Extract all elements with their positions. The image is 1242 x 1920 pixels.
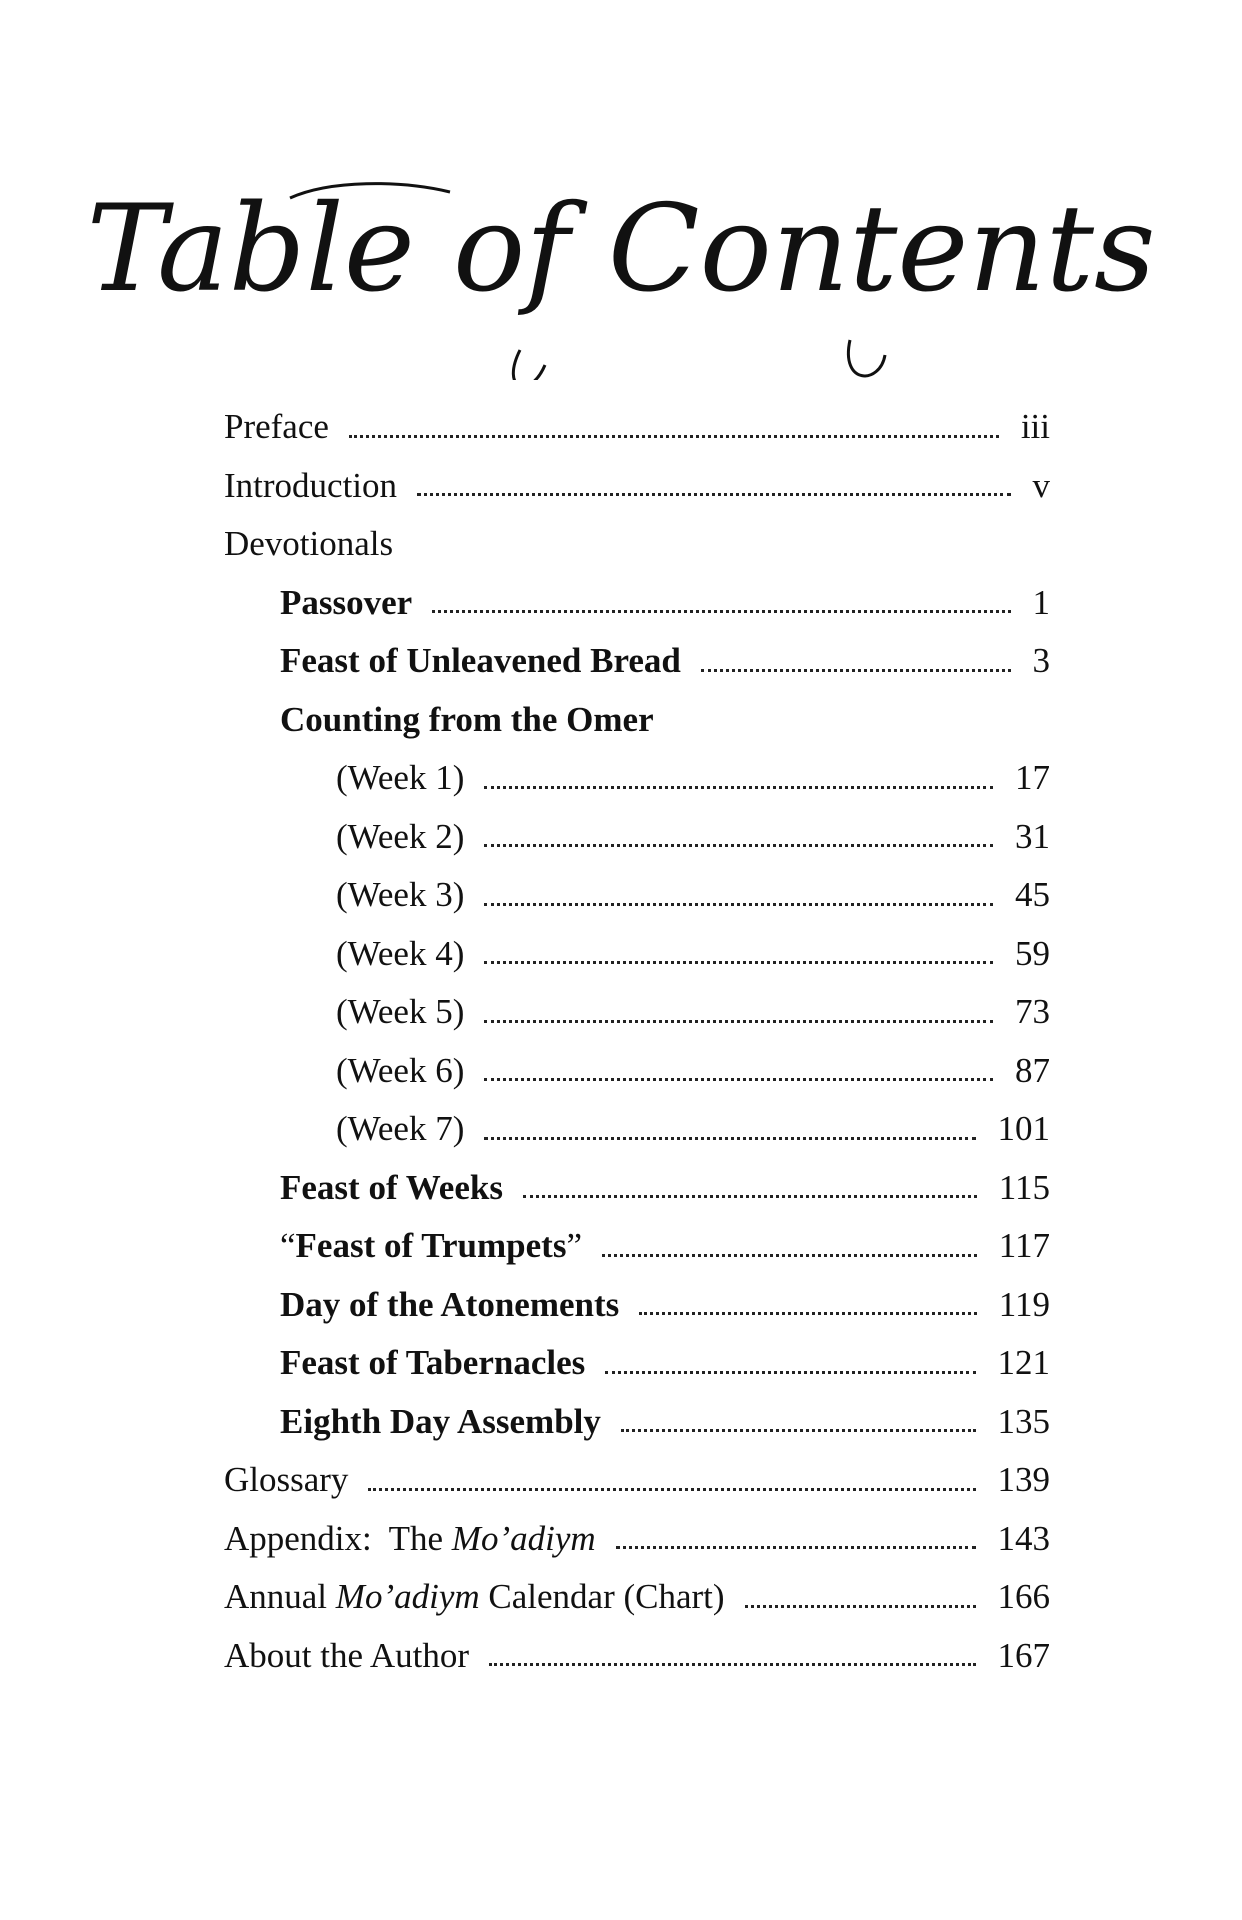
toc-entry-label: Day of the Atonements bbox=[280, 1284, 620, 1324]
toc-entry-week-3[interactable] bbox=[224, 866, 1050, 925]
dot-leader bbox=[616, 1546, 976, 1549]
toc-entry-glossary[interactable] bbox=[224, 1451, 1050, 1510]
toc-entry-feast-of-tabernacles[interactable] bbox=[224, 1334, 1050, 1393]
toc-entry-appendix[interactable] bbox=[224, 1510, 1050, 1569]
toc-entry-label: Eighth Day Assembly bbox=[280, 1401, 601, 1441]
dot-leader bbox=[621, 1429, 976, 1432]
page-title-text: Table of Contents bbox=[86, 180, 1156, 319]
toc-page-number: 17 bbox=[1015, 758, 1050, 798]
toc-entry-label: (Week 1) bbox=[336, 758, 465, 798]
toc-entry-label: Feast of Unleavened Bread bbox=[280, 641, 681, 681]
toc-page-number: v bbox=[1032, 465, 1050, 505]
toc-entry-label bbox=[224, 1519, 596, 1559]
toc-entry-about-author[interactable] bbox=[224, 1627, 1050, 1686]
toc-page-number: 135 bbox=[997, 1401, 1050, 1441]
dot-leader bbox=[523, 1195, 977, 1198]
script-title-graphic bbox=[0, 150, 1242, 380]
close-quote: ” bbox=[566, 1226, 582, 1266]
dot-leader bbox=[745, 1605, 976, 1608]
open-quote: “ bbox=[280, 1226, 296, 1266]
toc-entry-week-1[interactable] bbox=[224, 749, 1050, 808]
toc-entry-label: (Week 2) bbox=[336, 816, 465, 856]
toc-page-number: 101 bbox=[997, 1109, 1050, 1149]
label-prefix: Annual bbox=[224, 1577, 336, 1617]
toc-entry-eighth-day-assembly[interactable] bbox=[224, 1393, 1050, 1452]
toc-page-number: 73 bbox=[1015, 992, 1050, 1032]
toc-page-number: 45 bbox=[1015, 875, 1050, 915]
dot-leader bbox=[417, 493, 1010, 496]
toc-entry-week-4[interactable] bbox=[224, 925, 1050, 984]
toc-entry-passover[interactable] bbox=[224, 574, 1050, 633]
toc-page-number: iii bbox=[1020, 407, 1050, 447]
toc-entry-unleavened-bread[interactable] bbox=[224, 632, 1050, 691]
toc-section-omer bbox=[224, 691, 1050, 750]
toc-page-number: 166 bbox=[997, 1577, 1050, 1617]
toc-entry-week-7[interactable] bbox=[224, 1100, 1050, 1159]
dot-leader bbox=[484, 786, 993, 789]
toc-page-number: 3 bbox=[1032, 641, 1050, 681]
toc-entry-label: Feast of Weeks bbox=[280, 1167, 503, 1207]
toc-entry-label: (Week 5) bbox=[336, 992, 465, 1032]
toc-entry-label: Preface bbox=[224, 407, 329, 447]
dot-leader bbox=[602, 1254, 977, 1257]
dot-leader bbox=[605, 1371, 975, 1374]
toc-entry-day-of-atonements[interactable] bbox=[224, 1276, 1050, 1335]
toc-entry-calendar-chart[interactable] bbox=[224, 1568, 1050, 1627]
toc-entry-feast-of-trumpets[interactable] bbox=[224, 1217, 1050, 1276]
toc-entry-week-2[interactable] bbox=[224, 808, 1050, 867]
dot-leader bbox=[489, 1663, 976, 1666]
toc-entry-label: Glossary bbox=[224, 1460, 349, 1500]
toc-entry-label: Introduction bbox=[224, 465, 398, 505]
toc-section-label: Devotionals bbox=[224, 524, 394, 564]
toc-entry-feast-of-weeks[interactable] bbox=[224, 1159, 1050, 1218]
dot-leader bbox=[368, 1488, 975, 1491]
dot-leader bbox=[639, 1312, 977, 1315]
dot-leader bbox=[701, 669, 1011, 672]
toc-entry-label: About the Author bbox=[224, 1635, 469, 1675]
toc-entry-label: (Week 3) bbox=[336, 875, 465, 915]
toc-entry-label bbox=[280, 1226, 582, 1266]
toc-page-number: 143 bbox=[997, 1518, 1050, 1558]
toc-entry-label: Feast of Tabernacles bbox=[280, 1343, 586, 1383]
dot-leader bbox=[432, 610, 1010, 613]
page-title bbox=[0, 150, 1242, 380]
toc-page-number: 119 bbox=[998, 1284, 1050, 1324]
toc-page-number: 121 bbox=[997, 1343, 1050, 1383]
label-prefix: Appendix: The bbox=[224, 1518, 452, 1558]
label-suffix: Calendar (Chart) bbox=[479, 1577, 725, 1617]
label-italic: Mo’adiym bbox=[451, 1518, 596, 1558]
toc-entry-label-text: Feast of Trumpets bbox=[295, 1226, 567, 1266]
toc-entry-label bbox=[224, 1577, 725, 1617]
toc-page-number: 87 bbox=[1015, 1050, 1050, 1090]
toc-page-number: 167 bbox=[997, 1635, 1050, 1675]
dot-leader bbox=[484, 844, 993, 847]
toc-page-number: 139 bbox=[997, 1460, 1050, 1500]
label-italic: Mo’adiym bbox=[335, 1577, 480, 1617]
toc-entry-label: (Week 7) bbox=[336, 1109, 465, 1149]
toc-page-number: 115 bbox=[998, 1167, 1050, 1207]
toc-page-number: 31 bbox=[1015, 816, 1050, 856]
toc-entry-introduction[interactable] bbox=[224, 457, 1050, 516]
toc-entry-preface[interactable] bbox=[224, 398, 1050, 457]
toc-entry-week-6[interactable] bbox=[224, 1042, 1050, 1101]
toc-entry-label: (Week 4) bbox=[336, 933, 465, 973]
dot-leader bbox=[484, 1078, 993, 1081]
toc-page-number: 1 bbox=[1032, 582, 1050, 622]
toc-entry-label: Passover bbox=[280, 582, 413, 622]
toc-list bbox=[224, 398, 1050, 1685]
toc-section-label: Counting from the Omer bbox=[280, 699, 654, 739]
toc-section-devotionals bbox=[224, 515, 1050, 574]
dot-leader bbox=[484, 1020, 993, 1023]
dot-leader bbox=[484, 961, 993, 964]
dot-leader bbox=[484, 903, 993, 906]
toc-page-number: 117 bbox=[998, 1226, 1050, 1266]
toc-entry-label: (Week 6) bbox=[336, 1050, 465, 1090]
dot-leader bbox=[349, 435, 999, 438]
toc-page-number: 59 bbox=[1015, 933, 1050, 973]
dot-leader bbox=[484, 1137, 975, 1140]
toc-entry-week-5[interactable] bbox=[224, 983, 1050, 1042]
